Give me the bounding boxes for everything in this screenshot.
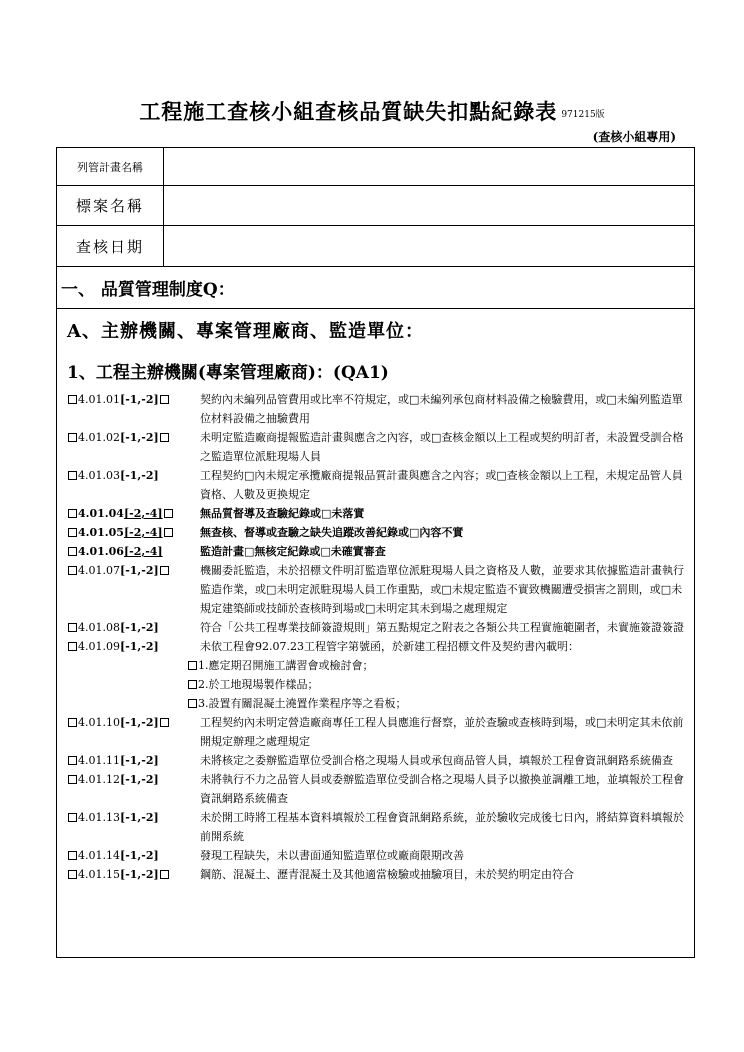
checkbox-icon[interactable] (68, 471, 77, 480)
checkbox-icon[interactable] (160, 718, 169, 727)
section-heading-a: A、主辦機關、專案管理廠商、監造單位： (67, 321, 424, 342)
checkbox-icon[interactable] (68, 433, 77, 442)
checkbox-icon[interactable] (68, 566, 77, 575)
list-item: 4.01.12[-1,-2] 未將執行不力之品管人員或委辦監造單位受訓合格之現場人員予以撤換並調離工地，並填報於工程會資訊網路系統備查 (67, 770, 691, 808)
section-heading-q: 一、 品質管理制度Q： (57, 267, 694, 309)
date-label: 查核日期 (57, 226, 164, 266)
checkbox-icon[interactable] (68, 851, 77, 860)
form-frame (56, 147, 695, 958)
sub-list-item: 3.設置有關混凝土澆置作業程序等之看板； (67, 694, 691, 713)
version-label: 971215版 (561, 110, 605, 120)
list-item: 4.01.01[-1,-2] 契約內未編列品管費用或比率不符規定，或□未編列承包商材料設備之檢驗費用，或□未編列監造單位材料設備之抽驗費用 (67, 390, 691, 428)
checkbox-icon[interactable] (160, 870, 169, 879)
list-item: 4.01.15[-1,-2] 鋼筋、混凝土、瀝青混凝土及其他適當檢驗或抽驗項目，未於契約明定由符合 (67, 865, 691, 884)
list-item: 4.01.13[-1,-2] 未於開工時將工程基本資料填報於工程會資訊網路系統，並於驗收完成後七日內，將結算資料填報於前開系統 (67, 808, 691, 846)
checkbox-icon[interactable] (68, 718, 77, 727)
checkbox-icon[interactable] (188, 699, 197, 708)
checkbox-icon[interactable] (68, 642, 77, 651)
checkbox-icon[interactable] (68, 395, 77, 404)
checkbox-icon[interactable] (68, 623, 77, 632)
date-row (57, 226, 694, 267)
checkbox-icon[interactable] (68, 870, 77, 879)
checkbox-icon[interactable] (188, 680, 197, 689)
checkbox-icon[interactable] (68, 756, 77, 765)
list-item: 4.01.04[-2,-4] 無品質督導及查驗紀錄或□未落實 (67, 504, 691, 523)
list-item: 4.01.07[-1,-2] 機關委託監造，未於招標文件明訂監造單位派駐現場人員之資格及人數，並要求其依據監造計畫執行監造作業，或□未明定派駐現場人員工作重點，或□未規定監造不實致機關遭受損害之罰則，或□未規定建築師或技師於查核時到場或□未明定其未到場之處理規定 (67, 561, 691, 618)
case-label: 標案名稱 (57, 186, 164, 225)
checkbox-icon[interactable] (164, 509, 173, 518)
list-item: 4.01.05[-2,-4] 無查核、督導或查驗之缺失追蹤改善紀錄或□內容不實 (67, 523, 691, 542)
list-item: 4.01.06[-2,-4] 監造計畫□無核定紀錄或□未確實審查 (67, 542, 691, 561)
sub-list-item: 2.於工地現場製作樣品； (67, 675, 691, 694)
checkbox-icon[interactable] (68, 528, 77, 537)
list-item: 4.01.14[-1,-2] 發現工程缺失，未以書面通知監造單位或廠商限期改善 (67, 846, 691, 865)
sub-list-item: 1.應定期召開施工講習會或檢討會； (67, 656, 691, 675)
checkbox-icon[interactable] (160, 433, 169, 442)
page-title: 工程施工查核小組查核品質缺失扣點紀錄表 971215版 (139, 99, 605, 124)
checkbox-icon[interactable] (68, 547, 77, 556)
checkbox-icon[interactable] (68, 509, 77, 518)
checkbox-icon[interactable] (68, 813, 77, 822)
list-item: 4.01.09[-1,-2] 未依工程會92.07.23工程管字第號函，於新建工程招標文件及契約書內載明： (67, 637, 691, 656)
team-note: (查核小組專用) (592, 130, 676, 144)
checkbox-icon[interactable] (164, 528, 173, 537)
checkbox-icon[interactable] (188, 661, 197, 670)
list-item: 4.01.10[-1,-2] 工程契約內未明定營造廠商專任工程人員應進行督察，並於查驗或查核時到場，或□未明定其未依前開規定辦理之處理規定 (67, 713, 691, 751)
case-row (57, 186, 694, 226)
list-item: 4.01.03[-1,-2] 工程契約□內未規定承攬廠商提報品質計畫與應含之內容；或□查核金額以上工程，未規定品管人員資格、人數及更換規定 (67, 466, 691, 504)
project-label: 列管計畫名稱 (57, 148, 164, 185)
list-item: 4.01.11[-1,-2] 未將核定之委辦監造單位受訓合格之現場人員或承包商品管人員，填報於工程會資訊網路系統備查 (67, 751, 691, 770)
project-row (57, 148, 694, 186)
list-item: 4.01.08[-1,-2] 符合「公共工程專業技師簽證規則」第五點規定之附表之各類公共工程實施範圍者，未實施簽證簽證 (67, 618, 691, 637)
checkbox-icon[interactable] (160, 566, 169, 575)
checkbox-icon[interactable] (68, 775, 77, 784)
section-heading-qa1: 1、工程主辦機關(專案管理廠商)：(QA1) (67, 363, 389, 383)
checklist (67, 390, 691, 884)
list-item: 4.01.02[-1,-2] 未明定監造廠商提報監造計畫與應含之內容，或□查核金額以上工程或契約明訂者，未設置受訓合格之監造單位派駐現場人員 (67, 428, 691, 466)
checkbox-icon[interactable] (160, 395, 169, 404)
